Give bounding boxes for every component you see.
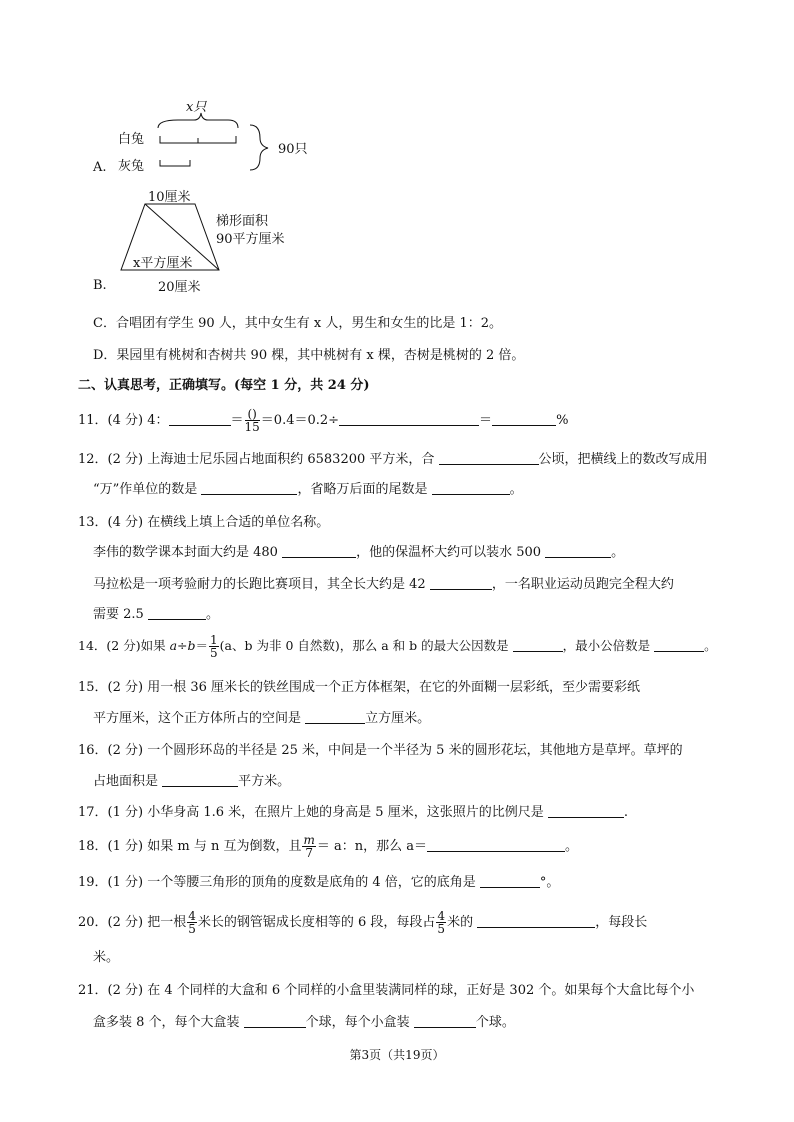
q16-blank[interactable] [162,773,238,787]
section-2-heading: 二、认真思考，正确填写。(每空 1 分，共 24 分) [78,378,370,393]
question-16-line-1: 16．(2 分) 一个圆形环岛的半径是 25 米，中间是一个半径为 5 米的圆形花坛，其他地方是草坪。草坪的 [78,743,683,758]
trapezoid-area-label: 梯形面积 [216,214,269,229]
question-12-line-2: “万”作单位的数是 ，省略万后面的尾数是 。 [93,482,523,497]
x-label: x只 [186,100,207,115]
q13-blank-1[interactable] [282,544,356,558]
q13-blank-4[interactable] [148,606,206,620]
q12-blank-1[interactable] [439,451,539,465]
trapezoid-top-label: 10厘米 [148,190,191,205]
question-12-line-1: 12．(2 分) 上海迪士尼乐园占地面积约 6583200 平方米，合 公顷，把横线上的数改写成用 [78,452,708,467]
q11-blank-2[interactable] [339,412,479,426]
q18-blank[interactable] [427,838,565,852]
question-17: 17．(1 分) 小华身高 1.6 米，在照片上她的身高是 5 厘米，这张照片的比例尺是 . [78,805,628,820]
q12-blank-3[interactable] [432,481,510,495]
white-rabbit-label: 白兔 [118,132,145,147]
question-20-line-1: 20．(2 分) 把一根 $\frac{4}{5}$ 米长的钢管锯成长度相等的 6 段，每段占 $\frac{4}{5}$ 米的 ，每段长 [78,909,648,936]
question-15-line-2: 平方厘米，这个正方体所占的空间是 立方厘米。 [93,711,431,726]
question-21-line-2: 盒多装 8 个，每个大盒装 个球，每个小盒装 个球。 [93,1015,515,1030]
q12-blank-2[interactable] [201,481,297,495]
option-c: C．合唱团有学生 90 人，其中女生有 x 人，男生和女生的比是 1：2。 [93,316,503,331]
q11-fraction: $\frac{()}{15}$ [244,407,260,434]
question-14: 14．(2 分)如果 a÷b＝ $\frac{1}{5}$ (a、b 为非 0 自然数)，那么 a 和 b 的最大公因数是 ，最小公倍数是 。 [78,633,717,660]
question-13-line-4: 需要 2.5 。 [93,607,219,622]
q21-blank-2[interactable] [414,1014,476,1028]
question-18: 18．(1 分) 如果 m 与 n 互为倒数，且 $\frac{m}{7}$ ＝ a：n，那么 a＝ 。 [78,833,578,860]
trapezoid-bottom-label: 20厘米 [158,280,201,295]
question-15-line-1: 15．(2 分) 用一根 36 厘米长的铁丝围成一个正方体框架，在它的外面糊一层彩纸，至少需要彩纸 [78,680,641,695]
question-11: 11．(4 分) 4： ＝ $\frac{()}{15}$ ＝0.4＝0.2÷ ＝ % [78,407,569,434]
question-13-line-3: 马拉松是一项考验耐力的长跑比赛项目，其全长大约是 42 ，一名职业运动员跑完全程大约 [93,577,674,592]
rabbit-bar-diagram [150,110,280,175]
q13-blank-3[interactable] [430,576,492,590]
q20-fraction-1: $\frac{4}{5}$ [188,909,196,936]
q14-blank-1[interactable] [513,638,563,652]
q14-fraction: $\frac{1}{5}$ [210,633,218,660]
total-label: 90只 [278,142,308,157]
q18-fraction: $\frac{m}{7}$ [303,833,315,860]
q19-blank[interactable] [480,874,540,888]
q11-blank-1[interactable] [169,412,231,426]
q15-blank[interactable] [305,710,365,724]
triangle-area-label: x平方厘米 [133,256,193,271]
q17-blank[interactable] [548,804,624,818]
q14-blank-2[interactable] [654,638,704,652]
trapezoid-area-value: 90平方厘米 [216,232,285,247]
question-13-line-2: 李伟的数学课本封面大约是 480 ，他的保温杯大约可以装水 500 。 [93,545,625,560]
q11-blank-3[interactable] [492,412,556,426]
q20-fraction-2: $\frac{4}{5}$ [437,909,446,936]
question-16-line-2: 占地面积是 平方米。 [93,774,291,789]
q20-blank-1[interactable] [477,914,595,928]
question-13-line-1: 13．(4 分) 在横线上填上合适的单位名称。 [78,515,330,530]
page-footer: 第3页（共19页） [349,1048,445,1062]
option-a-label: A. [93,160,107,175]
q21-blank-1[interactable] [244,1014,306,1028]
q13-blank-2[interactable] [545,544,611,558]
trapezoid-shape [115,198,225,278]
grey-rabbit-label: 灰兔 [118,159,145,174]
question-19: 19．(1 分) 一个等腰三角形的顶角的度数是底角的 4 倍，它的底角是 °。 [78,875,560,890]
option-b-label: B. [93,278,107,293]
option-d: D．果园里有桃树和杏树共 90 棵，其中桃树有 x 棵，杏树是桃树的 2 倍。 [93,348,525,363]
question-21-line-1: 21．(2 分) 在 4 个同样的大盒和 6 个同样的小盒里装满同样的球，正好是 302 个。如果每个大盒比每个小 [78,983,695,998]
question-20-line-2: 米。 [93,950,120,965]
